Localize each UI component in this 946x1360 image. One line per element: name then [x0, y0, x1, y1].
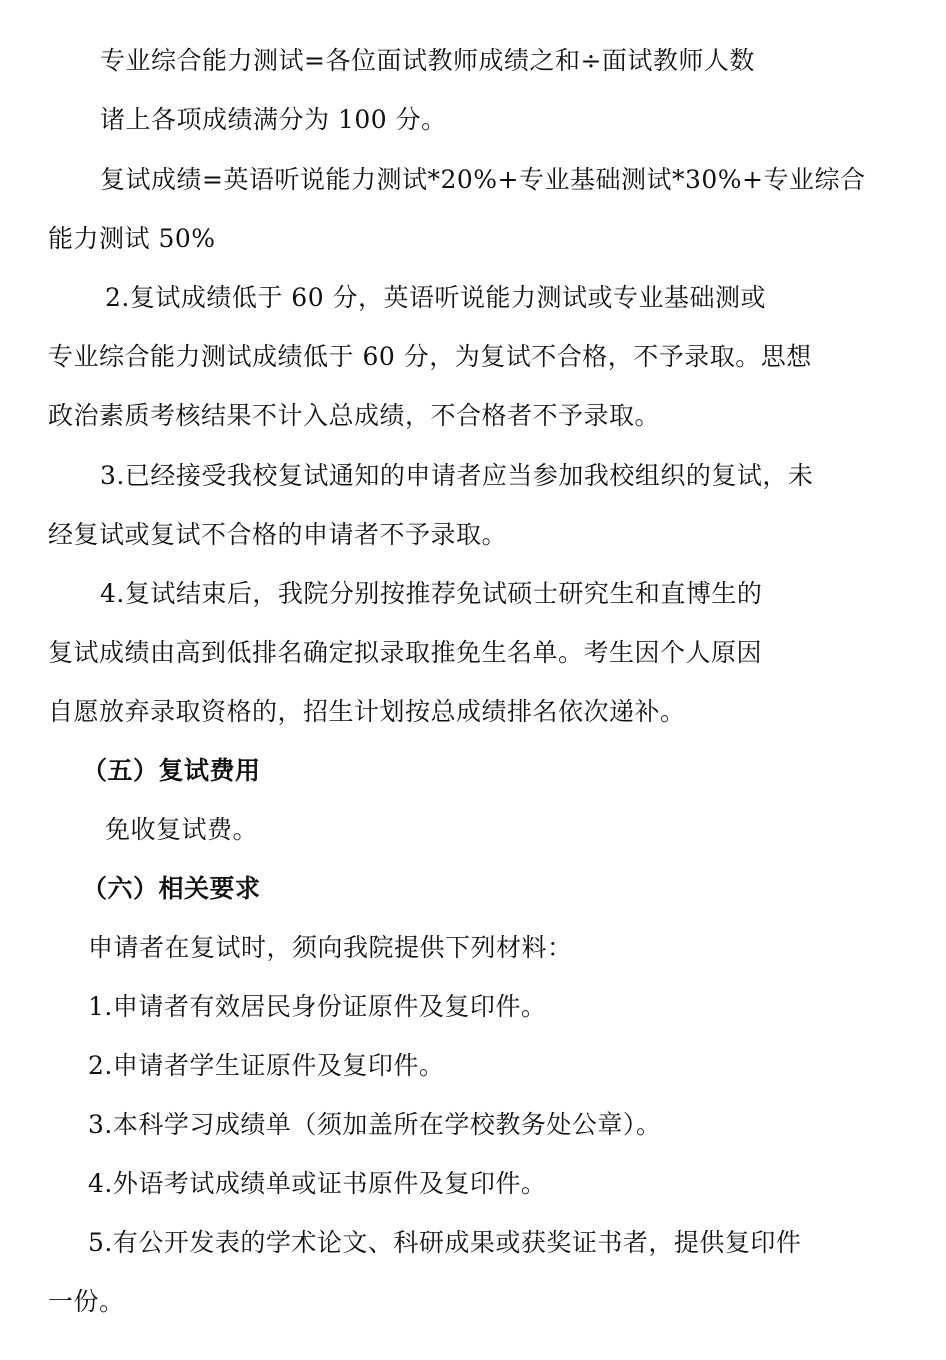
- rule-2-line-1: 2.复试成绩低于 60 分，英语听说能力测试或专业基础测或: [105, 283, 767, 312]
- requirement-item-2: 2.申请者学生证原件及复印件。: [88, 1051, 445, 1080]
- rule-4-line-2: 复试成绩由高到低排名确定拟录取推免生名单。考生因个人原因: [48, 638, 763, 667]
- requirement-item-3: 3.本科学习成绩单（须加盖所在学校教务处公章）。: [88, 1110, 662, 1139]
- rule-3-line-1: 3.已经接受我校复试通知的申请者应当参加我校组织的复试，未: [100, 461, 814, 490]
- full-score-note: 诸上各项成绩满分为 100 分。: [100, 105, 447, 134]
- requirement-item-5-line-1: 5.有公开发表的学术论文、科研成果或获奖证书者，提供复印件: [88, 1228, 802, 1257]
- rule-2-line-2: 专业综合能力测试成绩低于 60 分，为复试不合格，不予录取。思想: [48, 342, 812, 371]
- section-six-intro: 申请者在复试时，须向我院提供下列材料：: [88, 933, 573, 962]
- requirement-item-5-line-2: 一份。: [48, 1287, 125, 1316]
- retest-score-formula-line-2: 能力测试 50%: [48, 224, 216, 253]
- section-five-heading: （五）复试费用: [82, 756, 261, 785]
- rule-2-line-3: 政治素质考核结果不计入总成绩，不合格者不予录取。: [48, 401, 661, 430]
- requirement-item-4: 4.外语考试成绩单或证书原件及复印件。: [88, 1169, 547, 1198]
- rule-3-line-2: 经复试或复试不合格的申请者不予录取。: [48, 520, 508, 549]
- formula-professional-ability: 专业综合能力测试=各位面试教师成绩之和÷面试教师人数: [100, 46, 755, 75]
- section-six-heading: （六）相关要求: [82, 874, 261, 903]
- rule-4-line-1: 4.复试结束后，我院分别按推荐免试硕士研究生和直博生的: [100, 579, 763, 608]
- requirement-item-1: 1.申请者有效居民身份证原件及复印件。: [88, 992, 547, 1021]
- rule-4-line-3: 自愿放弃录取资格的，招生计划按总成绩排名依次递补。: [48, 697, 686, 726]
- retest-score-formula-line-1: 复试成绩=英语听说能力测试*20%+专业基础测试*30%+专业综合: [100, 165, 866, 194]
- section-five-body: 免收复试费。: [105, 815, 259, 844]
